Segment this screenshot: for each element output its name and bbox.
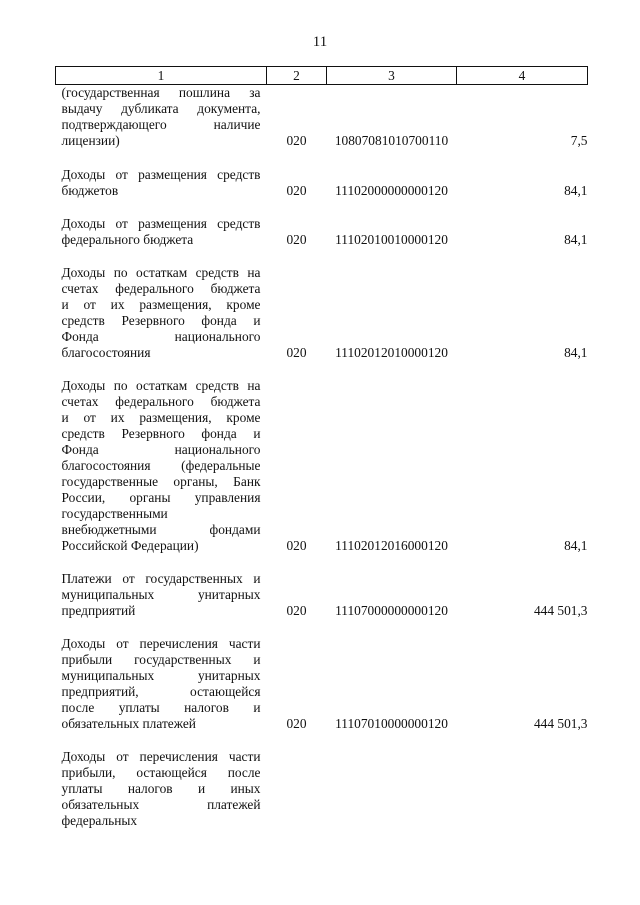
revenue-name-line: муниципальных унитарных (61, 668, 261, 683)
column-header-1: 1 (56, 67, 267, 85)
budget-classification-code-cell: 11102012016000120 (335, 538, 448, 553)
revenue-name-line: Платежи от государственных и (61, 571, 261, 586)
administrator-code-cell: 020 (286, 603, 307, 618)
revenue-name-line: после уплаты налогов и (61, 700, 261, 715)
revenue-name-cell (56, 378, 267, 571)
revenue-name-line: выдачу дубликата документа, (61, 101, 261, 116)
revenue-name-line: лицензии) (61, 133, 120, 148)
revenue-name-cell (56, 749, 267, 829)
amount-cell: 84,1 (564, 538, 588, 553)
column-header-3: 3 (327, 67, 457, 85)
amount-cell: 444 501,3 (533, 716, 588, 731)
administrator-code-cell: 020 (286, 232, 307, 247)
table-header-row (56, 67, 588, 85)
revenue-name-line: подтверждающего наличие (61, 117, 261, 132)
revenue-name-line: России, органы управления (61, 490, 261, 505)
table-body (56, 85, 588, 830)
budget-classification-code-cell: 11102010010000120 (335, 232, 448, 247)
revenue-name-line: Фонда национального (61, 329, 261, 344)
amount-cell: 84,1 (564, 345, 588, 360)
amount-cell: 444 501,3 (533, 603, 588, 618)
administrator-code-cell: 020 (286, 133, 307, 148)
administrator-code-cell: 020 (286, 183, 307, 198)
budget-classification-code-cell (327, 749, 457, 829)
revenue-name-cell (56, 216, 267, 265)
revenue-name-line: (государственная пошлина за (61, 85, 261, 100)
revenue-name-line: и от их размещения, кроме (61, 410, 261, 425)
revenue-name-cell (56, 636, 267, 749)
revenue-name-cell (56, 265, 267, 378)
table-header (56, 67, 588, 85)
column-header-4: 4 (457, 67, 588, 85)
budget-classification-code-cell: 11102000000000120 (335, 183, 448, 198)
revenue-name-line: Доходы от перечисления части (61, 749, 261, 764)
page-number: 11 (312, 34, 328, 50)
revenue-name-line: благосостояния (61, 345, 151, 360)
revenue-name-cell (56, 167, 267, 216)
revenue-name-line: Доходы от размещения средств (61, 167, 261, 182)
administrator-code-cell: 020 (286, 716, 307, 731)
amount-cell (457, 749, 588, 829)
revenue-name-line: и от их размещения, кроме (61, 297, 261, 312)
table-row (56, 85, 588, 168)
revenue-name-line: уплаты налогов и иных (61, 781, 261, 796)
revenue-name-line: обязательных платежей (61, 716, 196, 731)
revenue-name-line: Доходы от размещения средств (61, 216, 261, 231)
revenue-name-line: муниципальных унитарных (61, 587, 261, 602)
revenue-name-line: средств Резервного фонда и (61, 313, 261, 328)
revenue-name-line: благосостояния (федеральные (61, 458, 261, 473)
revenue-name-line: Доходы от перечисления части (61, 636, 261, 651)
revenue-name-line: внебюджетными фондами (61, 522, 261, 537)
budget-classification-code-cell: 11107010000000120 (335, 716, 448, 731)
revenue-name-line: федеральных (61, 813, 138, 828)
revenue-name-line: Доходы по остаткам средств на (61, 265, 261, 280)
table-row (56, 749, 588, 829)
amount-cell: 84,1 (564, 232, 588, 247)
revenue-name-line: счетах федерального бюджета (61, 394, 261, 409)
table-row (56, 571, 588, 636)
revenue-table (55, 66, 588, 829)
revenue-name-line: государственные органы, Банк (61, 474, 261, 489)
revenue-name-line: прибыли государственных и (61, 652, 261, 667)
administrator-code-cell: 020 (286, 345, 307, 360)
revenue-name-line: Доходы по остаткам средств на (61, 378, 261, 393)
revenue-name-line: прибыли, остающейся после (61, 765, 261, 780)
budget-classification-code-cell: 11107000000000120 (335, 603, 448, 618)
revenue-name-cell (56, 85, 267, 168)
column-header-2: 2 (267, 67, 327, 85)
table-row (56, 265, 588, 378)
revenue-name-line: бюджетов (61, 183, 119, 198)
revenue-name-line: обязательных платежей (61, 797, 261, 812)
revenue-name-line: федерального бюджета (61, 232, 194, 247)
revenue-name-line: счетах федерального бюджета (61, 281, 261, 296)
administrator-code-cell: 020 (286, 538, 307, 553)
revenue-name-line: государственными (61, 506, 168, 521)
revenue-name-line: предприятий, остающейся (61, 684, 261, 699)
budget-classification-code-cell: 10807081010700110 (334, 133, 449, 148)
amount-cell: 7,5 (570, 133, 588, 148)
revenue-name-line: Фонда национального (61, 442, 261, 457)
table-row (56, 167, 588, 216)
revenue-name-line: Российской Федерации) (61, 538, 199, 553)
budget-classification-code-cell: 11102012010000120 (335, 345, 448, 360)
revenue-name-line: средств Резервного фонда и (61, 426, 261, 441)
revenue-name-cell (56, 571, 267, 636)
table-row (56, 636, 588, 749)
table-row (56, 378, 588, 571)
amount-cell: 84,1 (564, 183, 588, 198)
revenue-name-line: предприятий (61, 603, 136, 618)
administrator-code-cell (267, 749, 327, 829)
table-row (56, 216, 588, 265)
